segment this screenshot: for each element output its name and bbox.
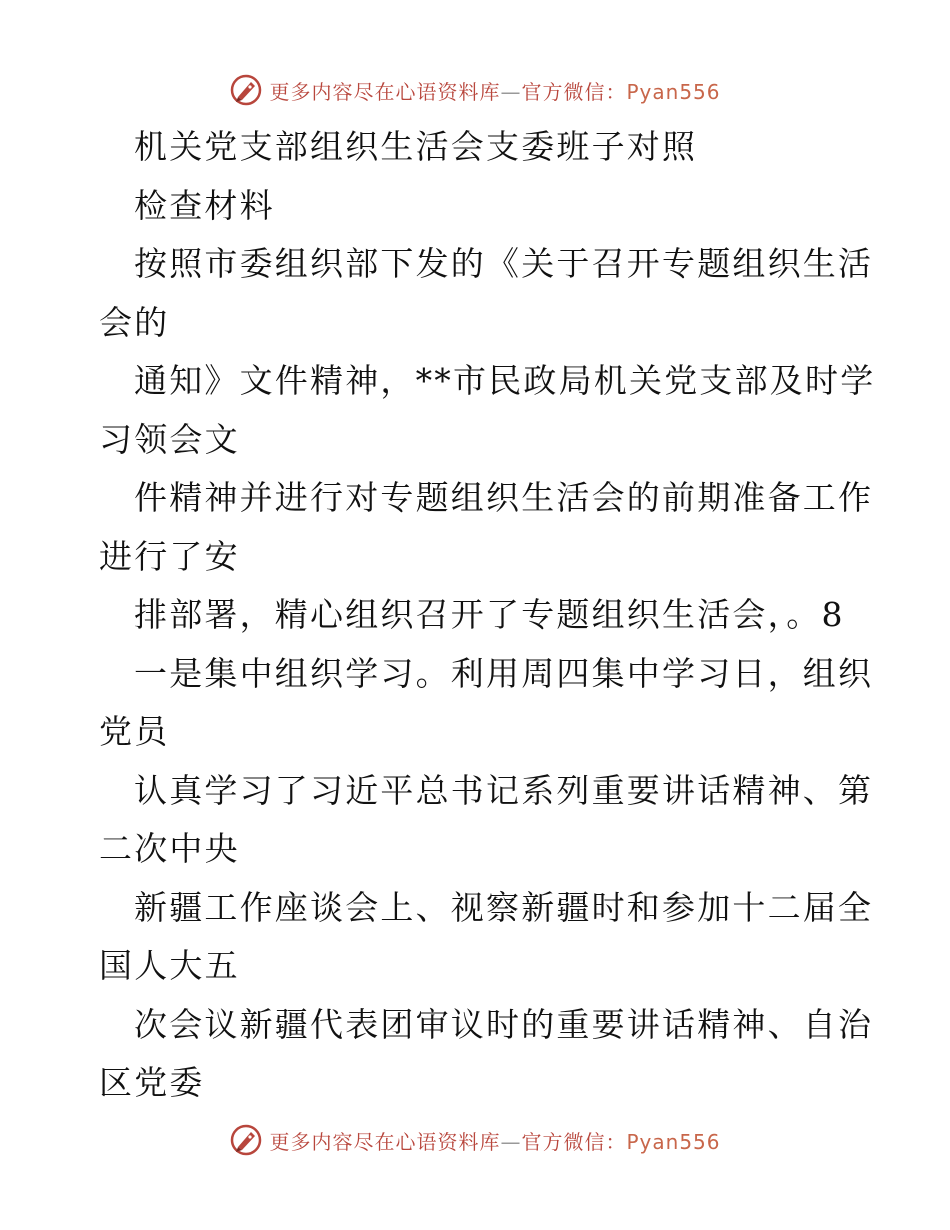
watermark-contact: 官方微信： <box>521 1129 627 1154</box>
text-line: 机关党支部组织生活会支委班子对照 <box>134 127 698 166</box>
text-line: 党员 <box>99 712 170 751</box>
text-line: 区党委 <box>99 1063 205 1102</box>
watermark-text <box>269 1126 720 1155</box>
text-line: 新疆工作座谈会上、视察新疆时和参加十二届全 <box>134 887 874 927</box>
pen-nib-logo-icon <box>229 1123 263 1157</box>
watermark-separator: — <box>500 1129 522 1154</box>
watermark-id: Pyan556 <box>626 1129 721 1154</box>
text-line: 通知》文件精神，**市民政局机关党支部及时学 <box>134 361 876 400</box>
text-line: 次会议新疆代表团审议时的重要讲话精神、自治 <box>134 1004 874 1044</box>
text-line: 件精神并进行对专题组织生活会的前期准备工作 <box>134 478 874 517</box>
watermark-main: 更多内容尽在心语资料库 <box>269 1129 501 1154</box>
text-line: 按照市委组织部下发的《关于召开专题组织生活 <box>134 244 874 283</box>
text-line: 会的 <box>99 302 170 342</box>
text-line: 二次中央 <box>99 829 240 868</box>
watermark-contact: 官方微信： <box>521 79 627 104</box>
text-line: 检查材料 <box>134 185 275 225</box>
text-line: 认真学习了习近平总书记系列重要讲话精神、第 <box>134 770 874 810</box>
text-line: 习领会文 <box>99 419 240 459</box>
document-body <box>0 118 950 1113</box>
pen-nib-logo-icon <box>229 73 263 107</box>
text-line: 进行了安 <box>99 536 240 576</box>
text-line: 国人大五 <box>99 946 240 985</box>
watermark-text <box>269 76 720 105</box>
footer-watermark <box>0 1120 950 1160</box>
watermark-separator: — <box>500 79 522 104</box>
watermark-id: Pyan556 <box>626 79 721 104</box>
text-line: 排部署，精心组织召开了专题组织生活会，。8 <box>134 595 845 634</box>
text-line: 一是集中组织学习。利用周四集中学习日，组织 <box>134 653 874 693</box>
header-watermark <box>0 70 950 110</box>
watermark-main: 更多内容尽在心语资料库 <box>269 79 501 104</box>
